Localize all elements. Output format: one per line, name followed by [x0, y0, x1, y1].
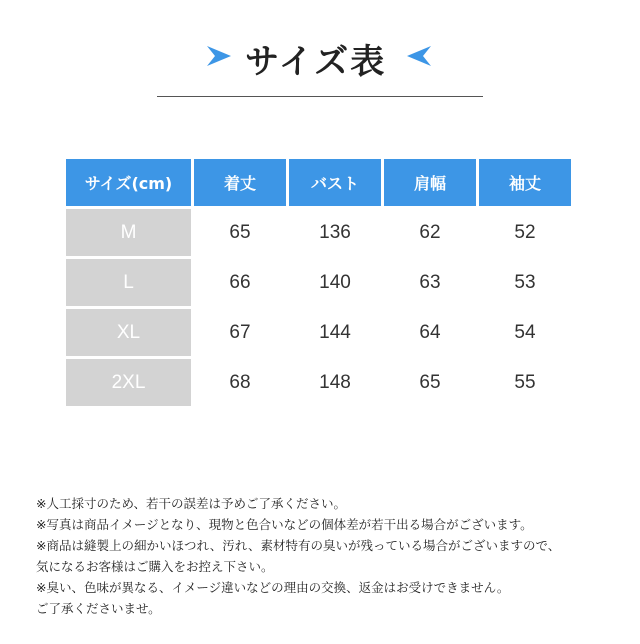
- shoulder-value: 62: [419, 221, 441, 243]
- shoulder-value: 63: [419, 271, 441, 293]
- notes-section: [36, 493, 626, 619]
- table-row: [66, 359, 571, 406]
- note-line: 気になるお客様はご購入をお控え下さい。: [36, 559, 274, 574]
- shoulder-value: 64: [419, 321, 441, 343]
- size-label: M: [66, 209, 191, 256]
- chevron-left-icon: [405, 44, 435, 68]
- title-divider: [157, 96, 483, 97]
- sleeve-value: 54: [514, 321, 536, 343]
- size-label: L: [66, 259, 191, 306]
- table-header-row: [66, 159, 571, 206]
- table-row: [66, 309, 571, 356]
- shoulder-value: 65: [419, 371, 441, 393]
- size-label: 2XL: [66, 359, 191, 406]
- sleeve-value: 53: [514, 271, 536, 293]
- header-bust: バスト: [289, 159, 381, 206]
- chevron-right-icon: [203, 44, 233, 68]
- header-shoulder: 肩幅: [384, 159, 476, 206]
- bust-value: 144: [319, 321, 351, 343]
- table-row: [66, 259, 571, 306]
- bust-value: 136: [319, 221, 351, 243]
- header-size: サイズ(cm): [66, 159, 191, 206]
- note-line: ※人工採寸のため、若干の誤差は予めご了承ください。: [36, 496, 346, 511]
- bust-value: 148: [319, 371, 351, 393]
- length-value: 66: [229, 271, 251, 293]
- size-label: XL: [66, 309, 191, 356]
- header-length: 着丈: [194, 159, 286, 206]
- bust-value: 140: [319, 271, 351, 293]
- header-sleeve: 袖丈: [479, 159, 571, 206]
- note-line: ※商品は縫製上の細かいほつれ、汚れ、素材特有の臭いが残っている場合がございますので、: [36, 538, 561, 553]
- note-line: ※臭い、色味が異なる、イメージ違いなどの理由の交換、返金はお受けできません。: [36, 580, 510, 595]
- length-value: 65: [229, 221, 251, 243]
- length-value: 68: [229, 371, 251, 393]
- size-table: [63, 156, 574, 409]
- sleeve-value: 55: [514, 371, 536, 393]
- table-row: [66, 209, 571, 256]
- length-value: 67: [229, 321, 251, 343]
- note-line: ご了承くださいませ。: [36, 601, 161, 616]
- sleeve-value: 52: [514, 221, 536, 243]
- title-section: [0, 30, 640, 90]
- note-line: ※写真は商品イメージとなり、現物と色合いなどの個体差が若干出る場合がございます。: [36, 517, 533, 532]
- page-title: サイズ表: [245, 42, 387, 82]
